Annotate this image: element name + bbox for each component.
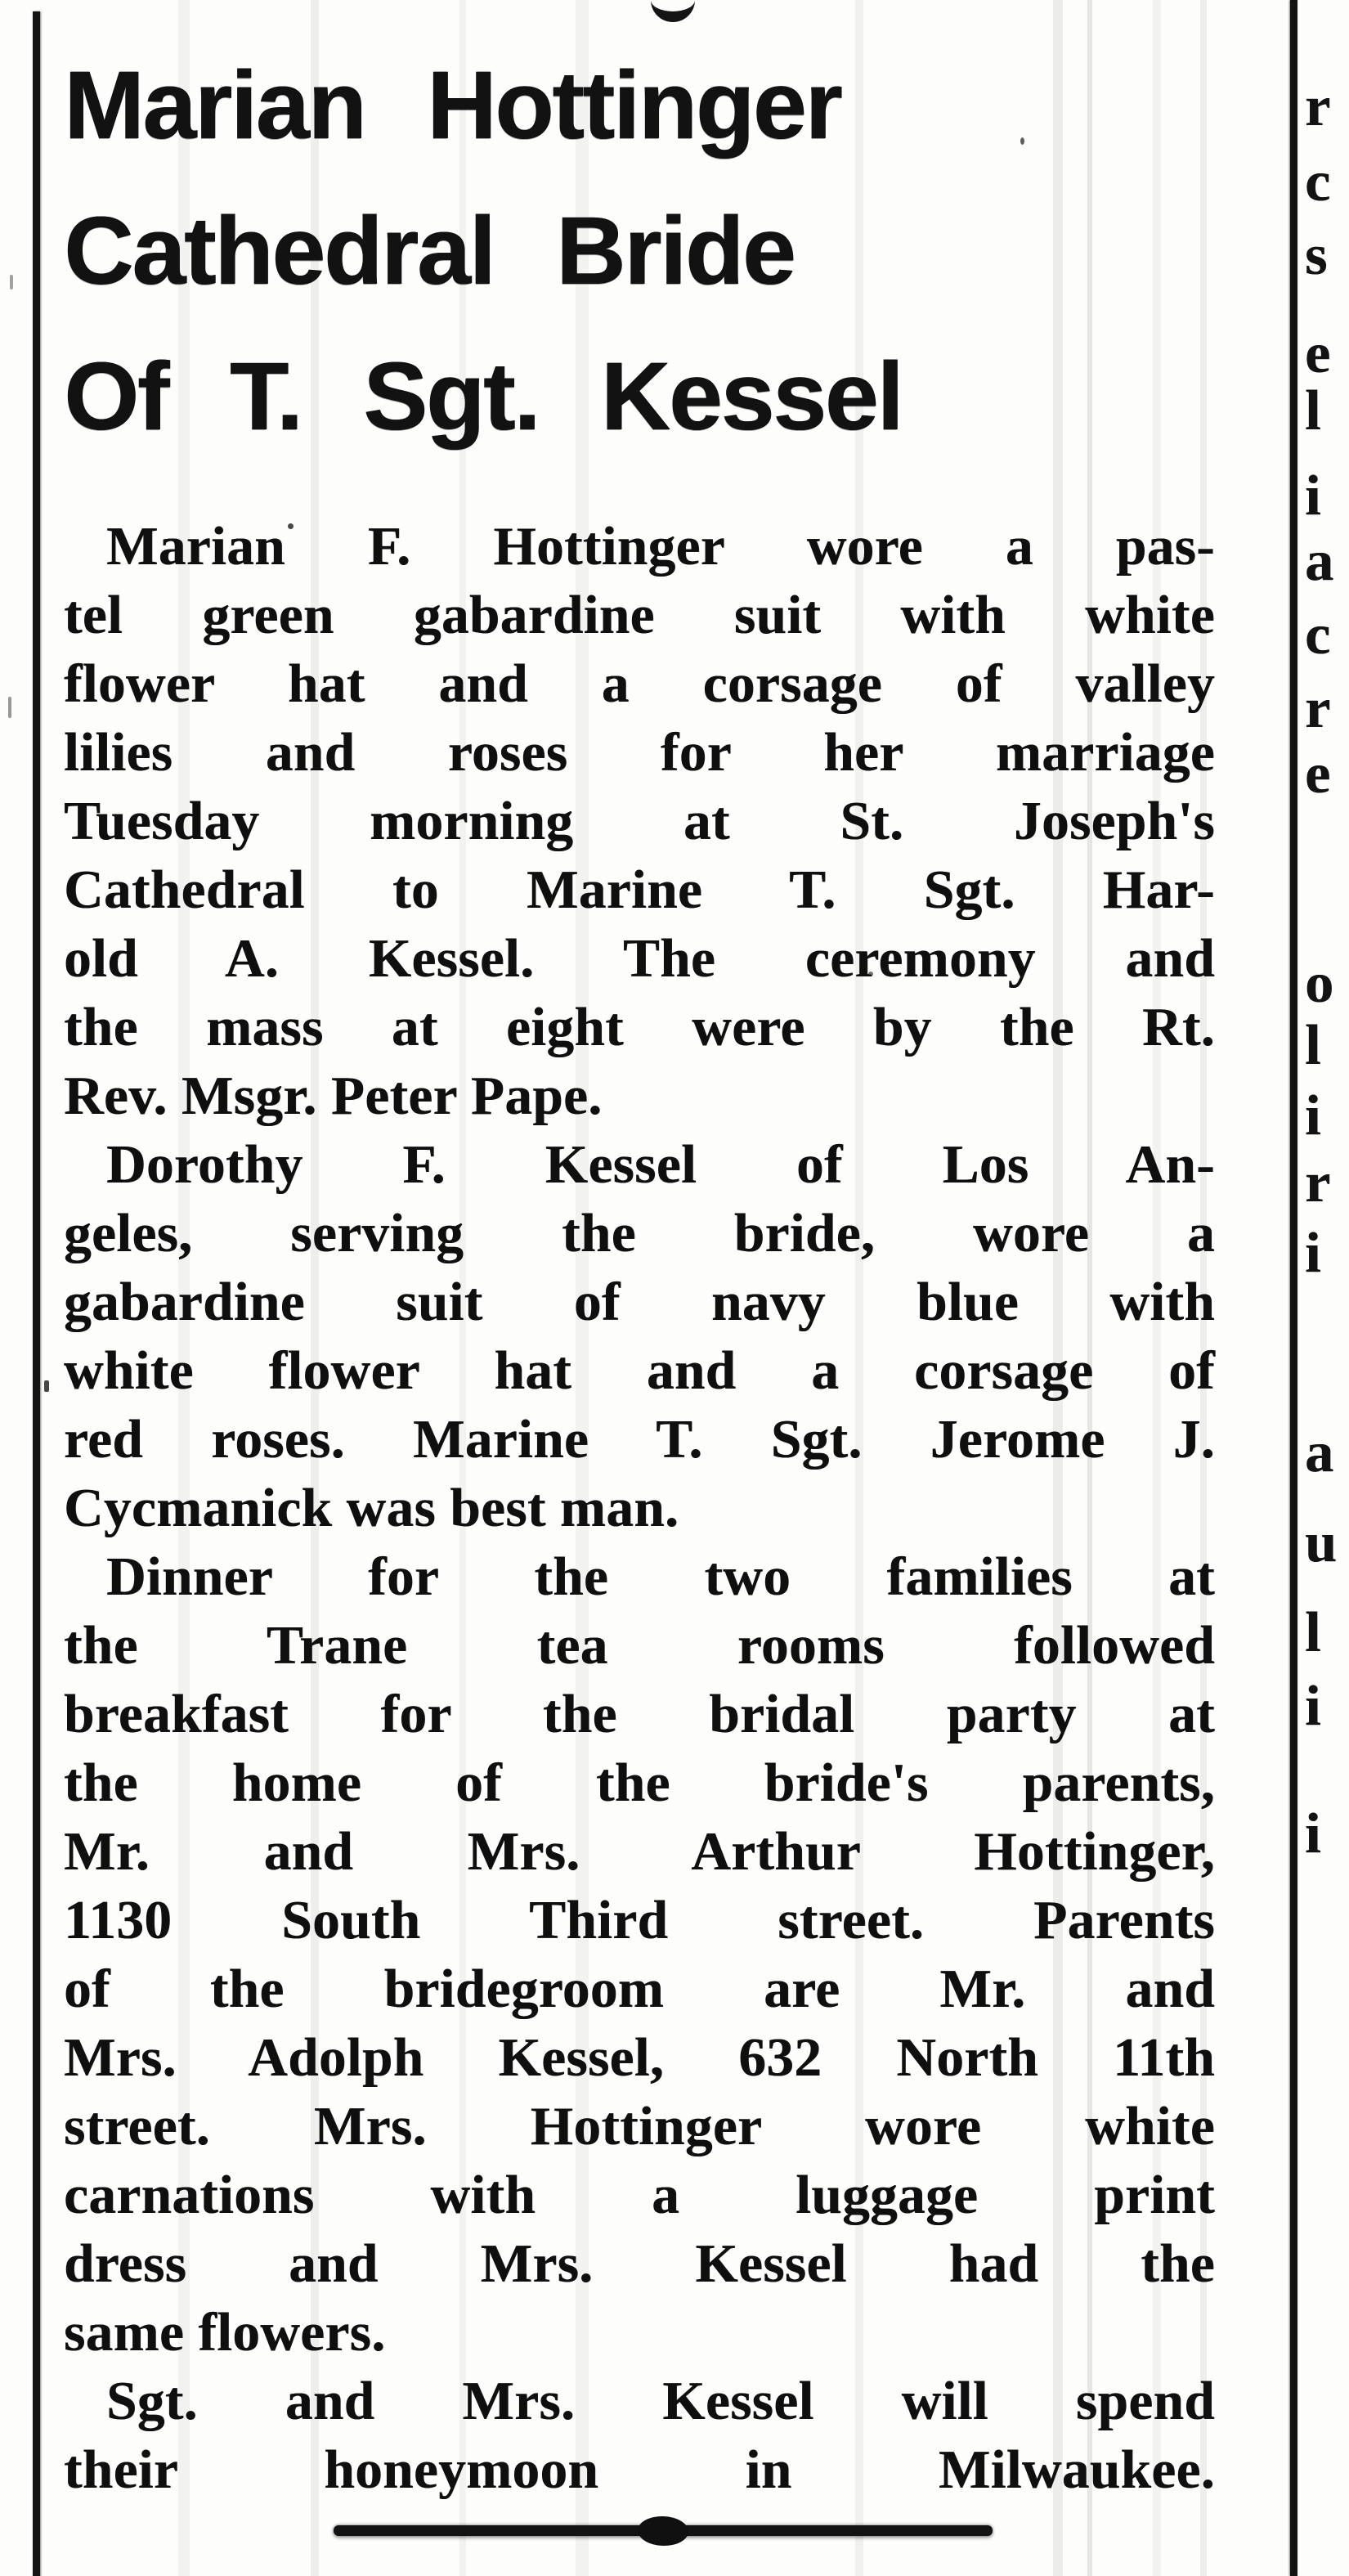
fragment-glyph: l bbox=[1305, 1014, 1321, 1077]
body-line: street. Mrs. Hottinger wore white bbox=[64, 2096, 1215, 2156]
fragment-glyph: a bbox=[1305, 1421, 1333, 1484]
article-column bbox=[64, 0, 1215, 2536]
fragment-glyph: c bbox=[1305, 604, 1331, 666]
fragment-glyph: r bbox=[1305, 677, 1331, 740]
body-line: dress and Mrs. Kessel had the bbox=[64, 2233, 1215, 2294]
paragraph bbox=[64, 1130, 1215, 1542]
divider-diamond bbox=[637, 2515, 688, 2546]
body-line: the mass at eight were by the Rt. bbox=[64, 997, 1215, 1057]
body-line: flower hat and a corsage of valley bbox=[64, 653, 1215, 714]
body-line: Rev. Msgr. Peter Pape. bbox=[64, 1066, 603, 1126]
body-line: geles, serving the bride, wore a bbox=[64, 1203, 1215, 1263]
body-line: their honeymoon in Milwaukee. bbox=[64, 2439, 1215, 2500]
paragraph bbox=[64, 2367, 1215, 2504]
body-line: lilies and roses for her marriage bbox=[64, 722, 1215, 783]
fragment-glyph: u bbox=[1305, 1511, 1337, 1574]
body-line: of the bridegroom are Mr. and bbox=[64, 1959, 1215, 2019]
fragment-glyph: e bbox=[1305, 322, 1331, 385]
body-line: red roses. Marine T. Sgt. Jerome J. bbox=[64, 1409, 1215, 1470]
body-line: Sgt. and Mrs. Kessel will spend bbox=[106, 2371, 1215, 2431]
fragment-glyph: r bbox=[1305, 75, 1331, 138]
fragment-glyph: l bbox=[1305, 379, 1321, 442]
body-line: Mr. and Mrs. Arthur Hottinger, bbox=[64, 1821, 1215, 1882]
body-line: 1130 South Third street. Parents bbox=[64, 1890, 1215, 1950]
right-column-rule bbox=[1290, 0, 1297, 2576]
paragraph bbox=[64, 1542, 1215, 2367]
body-line: Dinner for the two families at bbox=[106, 1546, 1215, 1607]
body-line: Cycmanick was best man. bbox=[64, 1478, 679, 1538]
article-body bbox=[64, 512, 1215, 2504]
body-line: Cathedral to Marine T. Sgt. Har- bbox=[64, 859, 1215, 920]
body-line: Dorothy F. Kessel of Los An- bbox=[106, 1134, 1215, 1195]
fragment-glyph: l bbox=[1305, 1601, 1321, 1664]
headline-line: Of T. Sgt. Kessel bbox=[64, 343, 903, 451]
ink-speck bbox=[44, 1380, 49, 1392]
fragment-glyph: i bbox=[1305, 1675, 1321, 1738]
fragment-glyph: s bbox=[1305, 224, 1328, 287]
ink-speck bbox=[8, 697, 11, 718]
headline-line: Marian Hottinger bbox=[64, 52, 841, 159]
fragment-glyph: i bbox=[1305, 1222, 1321, 1285]
article-headline bbox=[64, 0, 1215, 469]
body-line: old A. Kessel. The ceremony and bbox=[64, 928, 1215, 989]
fragment-glyph: c bbox=[1305, 150, 1331, 213]
body-line: carnations with a luggage print bbox=[64, 2165, 1215, 2225]
body-line: gabardine suit of navy blue with bbox=[64, 1272, 1215, 1332]
fragment-glyph: e bbox=[1305, 743, 1331, 806]
fragment-glyph: i bbox=[1305, 1084, 1321, 1147]
body-line: the home of the bride's parents, bbox=[64, 1752, 1215, 1813]
paragraph bbox=[64, 512, 1215, 1130]
fragment-glyph: i bbox=[1305, 464, 1321, 527]
fragment-glyph: a bbox=[1305, 530, 1333, 593]
body-line: same flowers. bbox=[64, 2302, 386, 2363]
fragment-glyph: o bbox=[1305, 952, 1333, 1015]
body-line: white flower hat and a corsage of bbox=[64, 1340, 1215, 1401]
fragment-glyph: r bbox=[1305, 1151, 1331, 1214]
body-line: Marian F. Hottinger wore a pas- bbox=[106, 516, 1215, 577]
body-line: tel green gabardine suit with white bbox=[64, 585, 1215, 645]
adjacent-column-fragments bbox=[1303, 0, 1349, 2576]
ink-speck bbox=[10, 275, 13, 289]
body-line: breakfast for the bridal party at bbox=[64, 1684, 1215, 1744]
fragment-glyph: i bbox=[1305, 1802, 1321, 1865]
left-column-rule bbox=[33, 11, 40, 2576]
body-line: Mrs. Adolph Kessel, 632 North 11th bbox=[64, 2027, 1215, 2088]
headline-line: Cathedral Bride bbox=[64, 197, 795, 305]
article-end-divider bbox=[334, 2525, 993, 2536]
body-line: Tuesday morning at St. Joseph's bbox=[64, 791, 1215, 851]
body-line: the Trane tea rooms followed bbox=[64, 1615, 1215, 1676]
